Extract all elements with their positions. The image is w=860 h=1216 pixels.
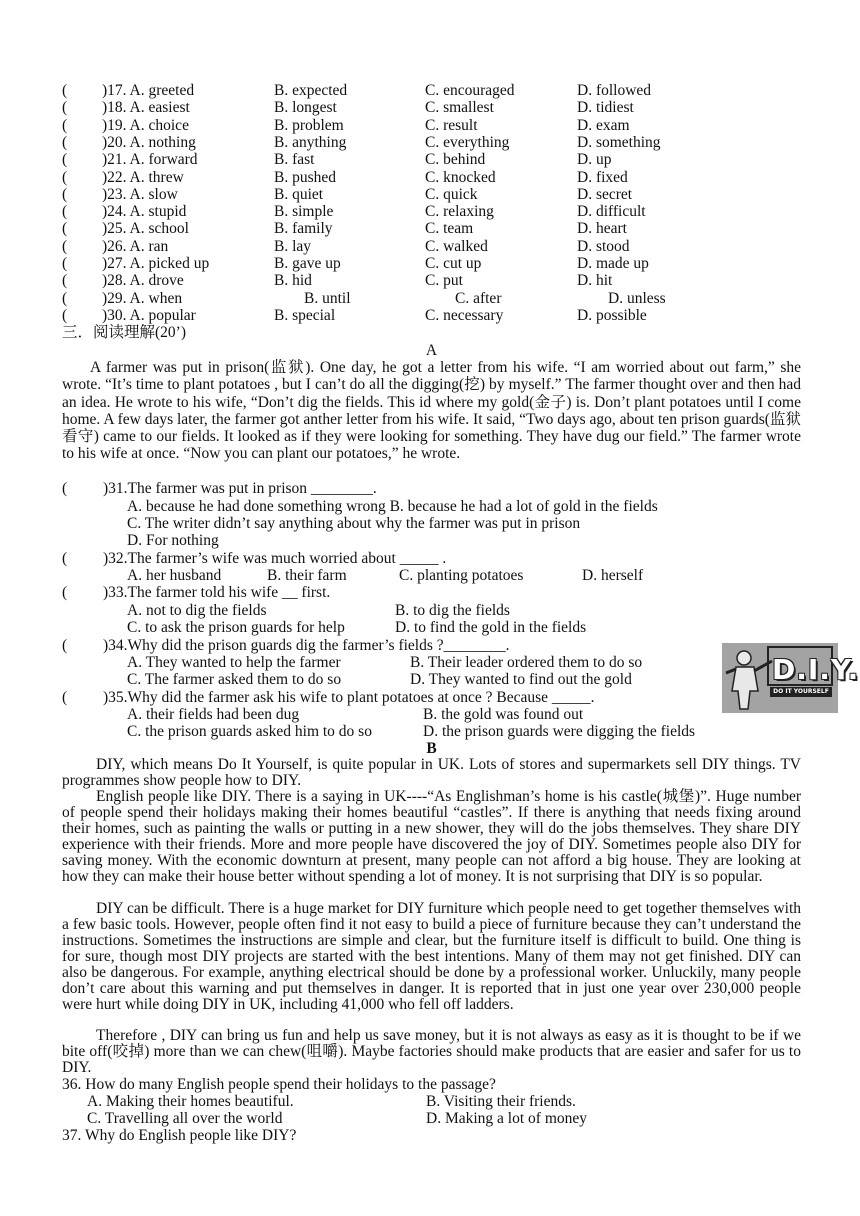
choice-row — [62, 134, 822, 151]
q33-option-b: B. to dig the fields — [395, 602, 510, 619]
choice-row — [62, 307, 822, 324]
answer-paren: ( — [62, 133, 68, 151]
q33-option-d: D. to find the gold in the fields — [395, 619, 587, 636]
option-d: D. fixed — [577, 168, 628, 186]
option-a: )29. A. when — [102, 289, 183, 307]
option-a: )17. A. greeted — [102, 82, 195, 99]
choice-row — [62, 220, 822, 237]
option-a: )22. A. threw — [102, 168, 184, 186]
option-a: )21. A. forward — [102, 151, 198, 169]
option-b: B. pushed — [274, 168, 336, 186]
answer-paren: ( — [62, 272, 68, 290]
diy-logo-subtext: DO IT YOURSELF — [770, 687, 832, 697]
option-a: )24. A. stupid — [102, 203, 187, 221]
option-c: C. put — [425, 272, 463, 290]
option-d: D. up — [577, 151, 612, 169]
option-b: B. until — [304, 289, 351, 307]
answer-paren: ( — [62, 168, 68, 186]
passage-b-paragraph-2: English people like DIY. There is a saying in UK----“As Englishman’s home is his castle(城堡)”. Huge number of people spend their holidays making their homes beautiful “castles”. If there is anything that needs fixing around their homes, such as painting the walls or putting in a new shower, they will do the jobs themselves. They share DIY experience with their friends. More and more people have discovered the joy of DIY. Sometimes people also DIY for saving money. With the economic downturn at present, many people can not afford a big house. They are looking at how they can make their house better without spending a lot of money. It is not surprising that DIY is so popular. — [62, 788, 801, 885]
choice-row — [62, 272, 822, 289]
q34-option-a: A. They wanted to help the farmer — [127, 654, 341, 671]
option-c: C. result — [425, 116, 478, 134]
choice-row — [62, 99, 822, 116]
option-d: D. possible — [577, 306, 647, 324]
option-b: B. hid — [274, 272, 312, 290]
q31-option-c: C. The writer didn’t say anything about why the farmer was put in prison — [127, 515, 581, 532]
q35-paren: ( — [62, 689, 68, 706]
answer-paren: ( — [62, 82, 68, 99]
option-a: )25. A. school — [102, 220, 189, 238]
q37-stem: 37. Why do English people like DIY? — [62, 1127, 297, 1144]
answer-paren: ( — [62, 255, 68, 272]
q32-option-b: B. their farm — [267, 567, 347, 584]
answer-paren: ( — [62, 185, 68, 203]
option-a: )20. A. nothing — [102, 133, 196, 151]
option-b: B. fast — [274, 151, 315, 169]
answer-paren: ( — [62, 237, 68, 255]
option-c: C. everything — [425, 133, 510, 151]
option-a: )18. A. easiest — [102, 99, 190, 117]
q36-stem: 36. How do many English people spend their holidays to the passage? — [62, 1076, 496, 1093]
q33-paren: ( — [62, 584, 68, 601]
option-d: D. followed — [577, 82, 652, 99]
answer-paren: ( — [62, 151, 68, 169]
q35-option-a: A. their fields had been dug — [127, 706, 300, 723]
option-c: C. quick — [425, 185, 478, 203]
passage-b-paragraph-3: DIY can be difficult. There is a huge market for DIY furniture which people need to get together themselves with a few basic tools. However, people often find it not easy to build a piece of furniture because they can’t understand the instructions. Sometimes the instructions are simple and clear, but the furniture itself is difficult to build. One thing is for sure, though most DIY projects are started with the best intentions. Many of them may not get finished. DIY can also be dangerous. For example, anything electrical should be done by a professional worker. Unluckily, many people don’t care about this warning and put themselves in danger. It is reported that in just one year over 230,000 people were hurt while doing DIY in UK, including 41,000 who fell off ladders. — [62, 900, 801, 1013]
option-d: D. hit — [577, 272, 613, 290]
option-c: C. smallest — [425, 99, 494, 117]
option-b: B. lay — [274, 237, 312, 255]
option-b: B. expected — [274, 82, 348, 99]
option-c: C. cut up — [425, 255, 482, 272]
q31-paren: ( — [62, 480, 68, 497]
passage-a-text: A farmer was put in prison(监狱). One day, he got a letter from his wife. “I am worried about out farm,” she wrote. “It’s time to plant potatoes , but I can’t do all the digging(挖) by myself.” The farmer thought over and then had an idea. He wrote to his wife, “Don’t dig the fields. This id where my gold(金子) is. Don’t plant potatoes until I come home. A few days later, the farmer got anther letter from his wife. It said, “Two days ago, about ten prison guards(监狱看守) came to our fields. It looked as if they were looking for something. They have dug our field.” The farmer wrote to his wife at once. “Now you can plant our potatoes,” he wrote. — [62, 359, 801, 463]
diy-illustration — [722, 643, 860, 713]
option-c: C. team — [425, 220, 474, 238]
option-d: D. secret — [577, 185, 633, 203]
q36-option-b: B. Visiting their friends. — [426, 1093, 576, 1110]
answer-paren: ( — [62, 306, 68, 324]
q34-option-c: C. The farmer asked them to do so — [127, 671, 342, 688]
option-d: D. unless — [608, 289, 666, 307]
q34-paren: ( — [62, 637, 68, 654]
choice-row — [62, 117, 822, 134]
q35-stem: )35.Why did the farmer ask his wife to plant potatoes at once ? Because _____. — [103, 689, 595, 706]
answer-paren: ( — [62, 203, 68, 221]
option-d: D. exam — [577, 116, 630, 134]
q36-option-a: A. Making their homes beautiful. — [87, 1093, 294, 1110]
q34-option-b: B. Their leader ordered them to do so — [410, 654, 643, 671]
option-b: B. problem — [274, 116, 344, 134]
option-c: C. knocked — [425, 168, 496, 186]
diy-logo-text: D.I.Y. — [772, 653, 860, 686]
q32-option-d: D. herself — [582, 567, 644, 584]
passage-b-paragraph-1: DIY, which means Do It Yourself, is quite popular in UK. Lots of stores and supermarkets sell DIY things. TV programmes show people how to DIY. — [62, 756, 801, 789]
option-d: D. difficult — [577, 203, 646, 221]
passage-b-letter: B — [426, 740, 437, 757]
option-a: )28. A. drove — [102, 272, 184, 290]
q32-paren: ( — [62, 550, 68, 567]
q33-option-c: C. to ask the prison guards for help — [127, 619, 345, 636]
option-c: C. necessary — [425, 306, 504, 324]
q33-option-a: A. not to dig the fields — [127, 602, 267, 619]
option-b: B. family — [274, 220, 333, 238]
q36-option-d: D. Making a lot of money — [426, 1110, 588, 1127]
option-b: B. anything — [274, 133, 347, 151]
q34-option-d: D. They wanted to find out the gold — [410, 671, 632, 688]
option-d: D. made up — [577, 255, 649, 272]
answer-paren: ( — [62, 289, 68, 307]
option-a: )19. A. choice — [102, 116, 189, 134]
q31-option-ab: A. because he had done something wrong B. because he had a lot of gold in the fields — [127, 498, 658, 515]
choice-row — [62, 82, 822, 99]
option-c: C. walked — [425, 237, 488, 255]
choice-row — [62, 238, 822, 255]
section-title: 三．阅读理解(20’) — [62, 324, 186, 341]
option-c: C. behind — [425, 151, 486, 169]
option-c: C. relaxing — [425, 203, 494, 221]
option-d: D. heart — [577, 220, 627, 238]
option-a: )30. A. popular — [102, 306, 196, 324]
q32-stem: )32.The farmer’s wife was much worried about _____ . — [103, 550, 447, 567]
option-a: )26. A. ran — [102, 237, 169, 255]
option-c: C. after — [455, 289, 502, 307]
q31-option-d: D. For nothing — [127, 532, 219, 549]
option-b: B. gave up — [274, 255, 341, 272]
choice-row — [62, 290, 822, 307]
q35-option-b: B. the gold was found out — [423, 706, 584, 723]
q36-option-c: C. Travelling all over the world — [87, 1110, 283, 1127]
choice-row — [62, 186, 822, 203]
q34-stem: )34.Why did the prison guards dig the farmer’s fields ?________. — [103, 637, 510, 654]
option-b: B. longest — [274, 99, 337, 117]
option-d: D. stood — [577, 237, 630, 255]
answer-paren: ( — [62, 116, 68, 134]
q35-option-c: C. the prison guards asked him to do so — [127, 723, 372, 740]
choice-row — [62, 255, 822, 272]
option-d: D. tidiest — [577, 99, 634, 117]
answer-paren: ( — [62, 99, 68, 117]
option-b: B. quiet — [274, 185, 324, 203]
q32-option-c: C. planting potatoes — [399, 567, 524, 584]
option-b: B. simple — [274, 203, 334, 221]
option-a: )27. A. picked up — [102, 255, 210, 272]
choice-row — [62, 151, 822, 168]
q35-option-d: D. the prison guards were digging the fields — [423, 723, 696, 740]
option-a: )23. A. slow — [102, 185, 178, 203]
q33-stem: )33.The farmer told his wife __ first. — [103, 584, 331, 601]
answer-paren: ( — [62, 220, 68, 238]
option-d: D. something — [577, 133, 661, 151]
passage-b-paragraph-4: Therefore , DIY can bring us fun and help us save money, but it is not always as easy as it is thought to be if we bite off(咬掉) more than we can chew(咀嚼). Maybe factories should make products that are easier and safer for us to DIY. — [62, 1027, 801, 1076]
q32-option-a: A. her husband — [127, 567, 222, 584]
choice-row — [62, 169, 822, 186]
q31-stem: )31.The farmer was put in prison ________. — [103, 480, 377, 497]
option-b: B. special — [274, 306, 336, 324]
option-c: C. encouraged — [425, 82, 515, 99]
passage-a-letter: A — [425, 342, 438, 359]
choice-row — [62, 203, 822, 220]
